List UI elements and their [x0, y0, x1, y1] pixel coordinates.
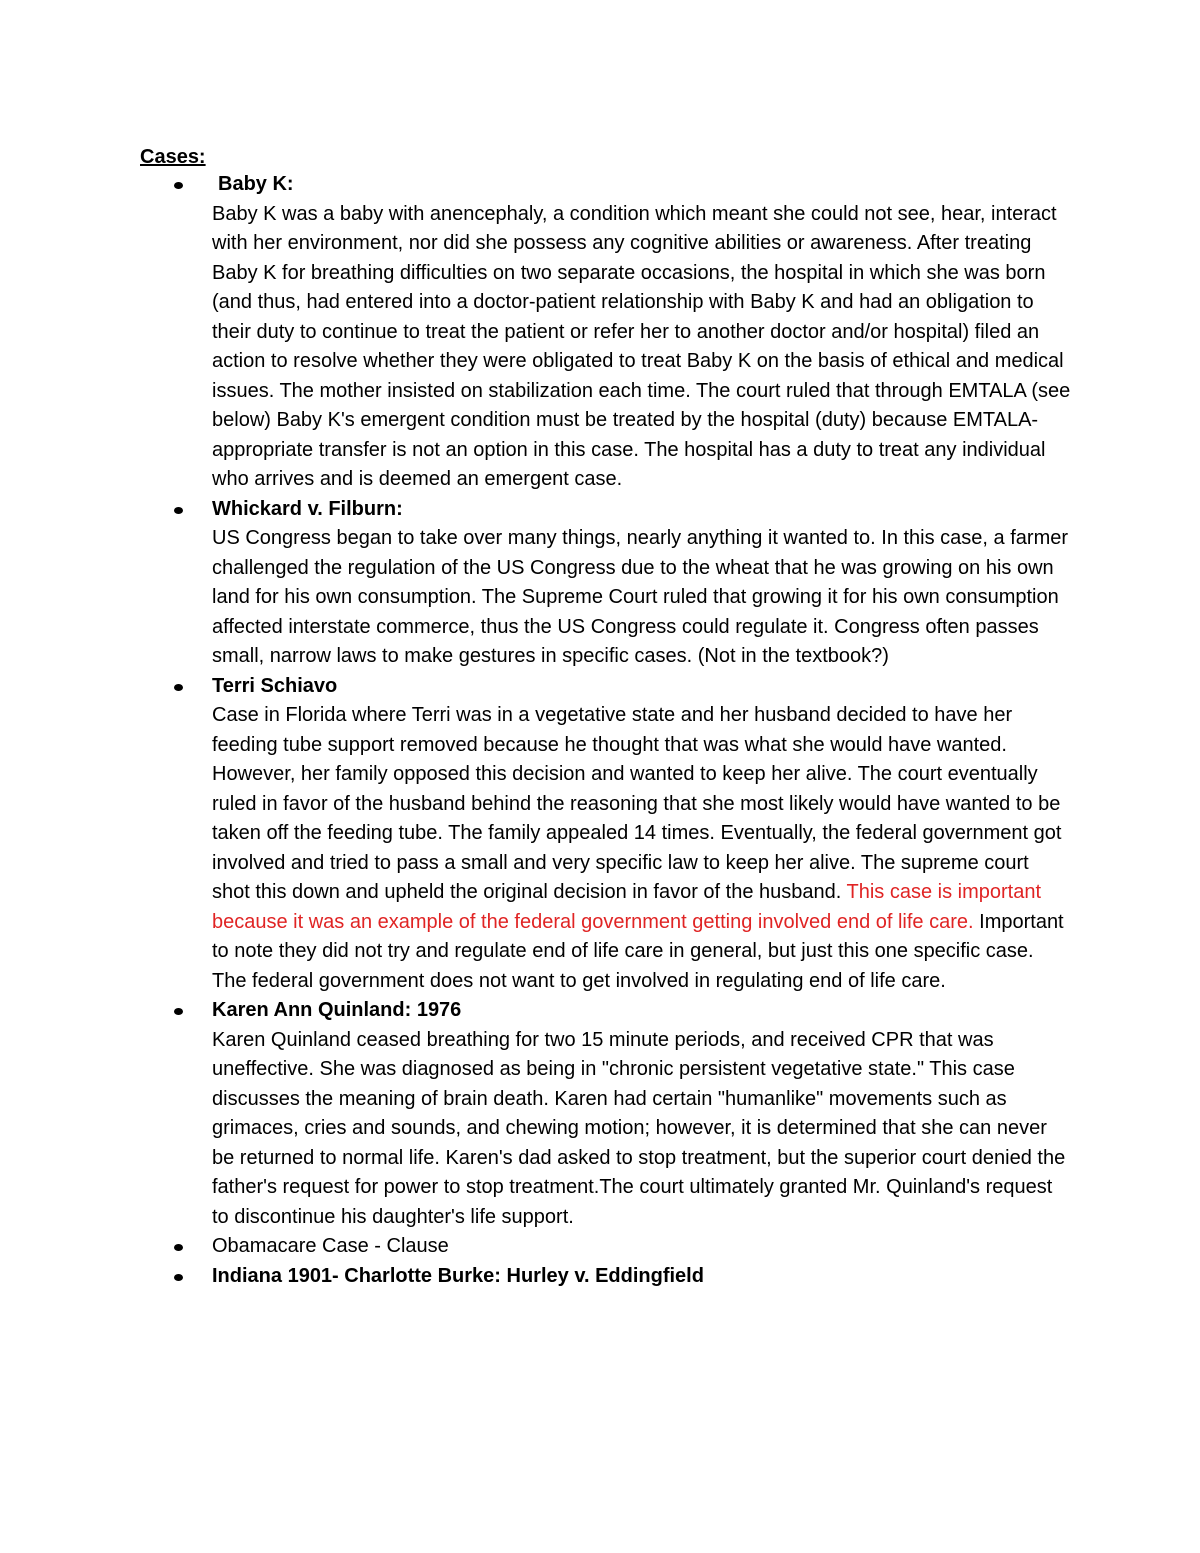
- bullet-icon: [174, 182, 183, 189]
- case-description: Karen Quinland ceased breathing for two 15 minute periods, and received CPR that was uneffective. She was diagnosed as being in "chronic persistent vegetative state." This case discusses the meaning of brain death. Karen had certain "humanlike" movements such as grimaces, cries and sounds, and chewing motion; however, it is determined that she can never be returned to normal life. Karen's dad asked to stop treatment, but the superior court denied the father's request for power to stop treatment.The court ultimately granted Mr. Quinland's request to discontinue his daughter's life support.: [212, 1028, 1066, 1228]
- case-item-terri-schiavo: [212, 672, 1072, 997]
- case-item-baby-k: [212, 170, 1072, 495]
- bullet-icon: [174, 507, 183, 514]
- case-title: Karen Ann Quinland: 1976: [212, 999, 462, 1021]
- case-description: Baby K was a baby with anencephaly, a condition which meant she could not see, hear, interact with her environment, nor did she possess any cognitive abilities or awareness. After treating Baby K for breathing difficulties on two separate occasions, the hospital in which she was born (and thus, had entered into a doctor-patient relationship with Baby K and had an obligation to their duty to continue to treat the patient or refer her to another doctor and/or hospital) filed an action to resolve whether they were obligated to treat Baby K on the basis of ethical and medical issues. The mother insisted on stabilization each time. The court ruled that through EMTALA (see below) Baby K's emergent condition must be treated by the hospital (duty) because EMTALA-appropriate transfer is not an option in this case. The hospital has a duty to treat any individual who arrives and is deemed an emergent case.: [212, 202, 1071, 490]
- bullet-icon: [174, 1274, 183, 1281]
- case-item-whickard-v-filburn: [212, 495, 1072, 672]
- case-description-text: Important to note they did not try and regulate end of life care in general, but just this one specific case. The federal government does not want to get involved in regulating end of life care.: [212, 910, 1064, 992]
- case-item-karen-ann-quinland: [212, 996, 1072, 1232]
- case-title: Whickard v. Filburn:: [212, 497, 403, 520]
- cases-heading: Cases:: [140, 146, 206, 168]
- bullet-icon: [174, 1008, 183, 1015]
- cases-list: [212, 170, 1072, 1291]
- case-title: Terri Schiavo: [212, 674, 338, 697]
- bullet-icon: [174, 1244, 183, 1251]
- case-title: Baby K:: [218, 173, 294, 195]
- case-description-text: Case in Florida where Terri was in a vegetative state and her husband decided to have her feeding tube support removed because he thought that was what she would have wanted. However, her family opposed this decision and wanted to keep her alive. The court eventually ruled in favor of the husband behind the reasoning that she most likely would have wanted to be taken off the feeding tube. The family appealed 14 times. Eventually, the federal government got involved and tried to pass a small and very specific law to keep her alive. The supreme court shot this down and upheld the original decision in favor of the husband.: [212, 704, 1062, 903]
- case-item-obamacare: [212, 1232, 1072, 1262]
- bullet-icon: [174, 684, 183, 691]
- case-title: Indiana 1901- Charlotte Burke: Hurley v. Eddingfield: [212, 1264, 704, 1287]
- case-item-hurley-v-eddingfield: [212, 1262, 1072, 1292]
- case-description: US Congress began to take over many things, nearly anything it wanted to. In this case, a farmer challenged the regulation of the US Congress due to the wheat that he was growing on his own land for his own consumption. The Supreme Court ruled that growing it for his own consumption affected interstate commerce, thus the US Congress could regulate it. Congress often passes small, narrow laws to make gestures in specific cases. (Not in the textbook?): [212, 527, 1069, 667]
- case-description: [212, 701, 1072, 996]
- highlighted-note: This case is important because it was an example of the federal government getting involved end of life care.: [212, 881, 1042, 933]
- case-title: Obamacare Case - Clause: [212, 1235, 449, 1257]
